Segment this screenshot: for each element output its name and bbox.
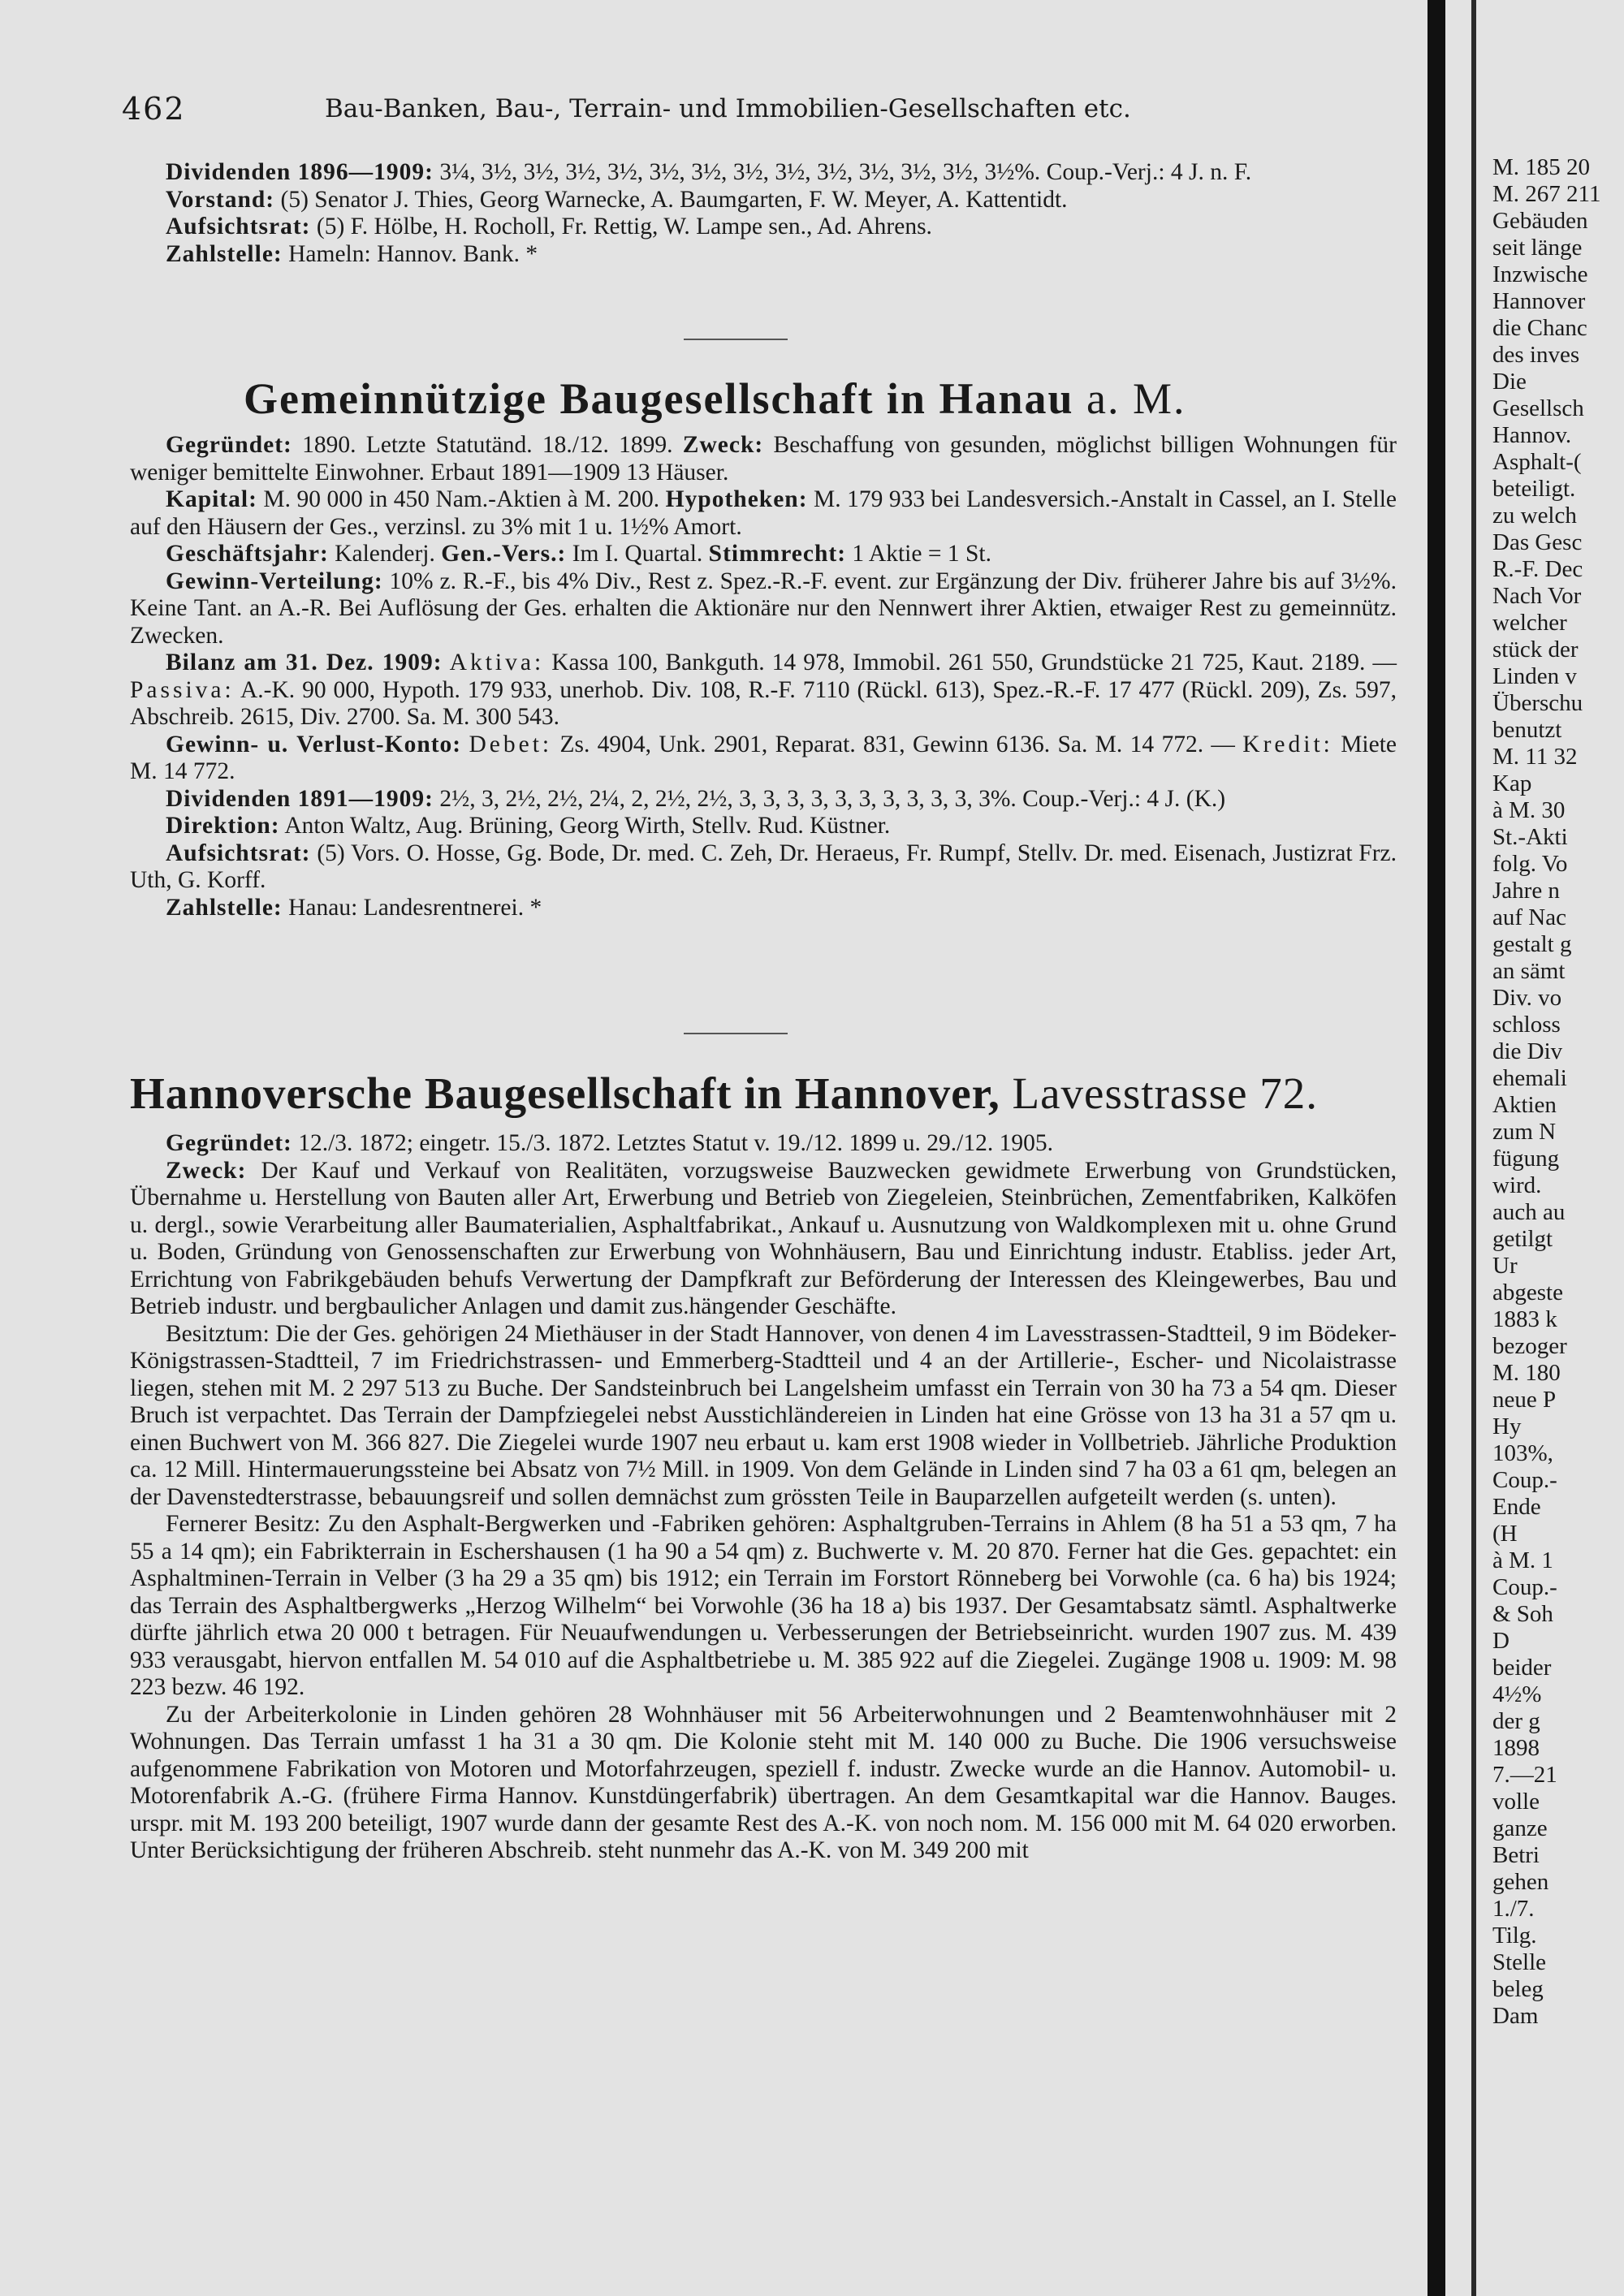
adjacent-line: zu welch — [1492, 503, 1577, 529]
adjacent-line: M. 11 32 — [1492, 744, 1578, 770]
adjacent-line: getilgt — [1492, 1226, 1553, 1252]
hannover-kolonie: Zu der Arbeiterkolonie in Linden gehören 28 Wohnhäuser mit 56 Arbeiterwohnungen und 2 Beamtenwohnhäuser mit 2 Wohnungen. Das Terrain umfasst 1 ha 31 a 30 qm. Die Kolonie steht mit M. 140 000 zu Buche. Die 1906 versuchsweise aufgenommene Fabrikation von Motoren und Motorfahrzeugen, speziell f. industr. Zwecke wurde an die Hannov. Automobil- u. Motorenfabrik A.-G. (frühere Firma Hannov. Kunstdüngerfabrik) übertragen. An dem Gesamtkapital war die Hannov. Bauges. urspr. mit M. 193 200 beteiligt, 1907 wurde dann der gesamte Rest des A.-K. von noch nom. M. 156 000 mit M. 64 020 erworben. Unter Berücksichtigung der früheren Abschreib. steht nunmehr das A.-K. von M. 349 200 mit — [130, 1701, 1397, 1863]
hannover-ferner: Fernerer Besitz: Zu den Asphalt-Bergwerken und -Fabriken gehören: Asphaltgruben-Terrains in Ahlem (8 ha 51 a 53 qm, 7 ha 55 a 14 qm); ein Fabrikterrain in Eschershausen (1 ha 90 a 54 qm) z. Buchwerte v. M. 20 870. Ferner hat die Ges. gepachtet: ein Asphaltminen-Terrain in Velber (3 ha 29 a 35 qm) bis 1912; ein Terrain im Forstort Rönneberg bei Vorwohle (ca. 6 ha) bis 1924; das Terrain des Asphaltbergwerks „Herzog Wilhelm“ bei Vorwohle (36 ha 18 a) bis 1937. Der Gesamtabsatz sämtl. Asphaltwerke dürfte jährlich etwa 20 000 t betragen. Für Neuaufwendungen u. Verbesserungen der Betriebseinricht. wurden 1907 zus. M. 439 933 verausgabt, hiervon entfallen M. 54 010 auf die Asphaltbetriebe u. M. 385 922 auf die Ziegelei. Zugänge 1908 u. 1909: M. 98 223 bezw. 46 192. — [130, 1511, 1397, 1700]
adjacent-line: ehemali — [1492, 1065, 1567, 1091]
adjacent-line: volle — [1492, 1789, 1540, 1815]
hannover-title-location: Lavesstrasse 72. — [1012, 1068, 1319, 1118]
adjacent-line: schloss — [1492, 1012, 1561, 1038]
page-number: 462 — [122, 91, 186, 127]
hanau-gegruendet-text: 1890. Letzte Statutänd. 18./12. 1899. — [302, 432, 673, 458]
adjacent-line: 1883 k — [1492, 1306, 1557, 1332]
hanau-aufsichtsrat-label: Aufsichtsrat: — [166, 839, 311, 866]
adjacent-line: beleg — [1492, 1976, 1544, 2002]
adjacent-line: Dam — [1492, 2003, 1539, 2029]
adjacent-line: wird. — [1492, 1172, 1542, 1198]
prev-vorstand-label: Vorstand: — [166, 186, 275, 213]
adjacent-line: Gebäuden — [1492, 208, 1588, 234]
hanau-kapital-label: Kapital: — [166, 486, 257, 512]
adjacent-line: Aktien — [1492, 1092, 1557, 1118]
hanau-aktiva-label: Aktiva: — [449, 650, 545, 675]
adjacent-page-edge — [1471, 0, 1476, 2296]
hanau-debet-text: Zs. 4904, Unk. 2901, Reparat. 831, Gewinn 6136. Sa. M. 14 772. — — [559, 731, 1235, 757]
adjacent-line: Hannover — [1492, 288, 1586, 314]
adjacent-line: Jahre n — [1492, 878, 1560, 904]
adjacent-line: Stelle — [1492, 1949, 1547, 1975]
adjacent-line: gehen — [1492, 1869, 1549, 1895]
hanau-aufsichtsrat-text: (5) Vors. O. Hosse, Gg. Bode, Dr. med. C. Zeh, Dr. Heraeus, Fr. Rumpf, Stellv. Dr. med. Eisenach, Justizrat Frz. Uth, G. Korff. — [130, 839, 1397, 893]
adjacent-line: Hy — [1492, 1413, 1522, 1439]
adjacent-line: neue P — [1492, 1387, 1557, 1413]
adjacent-line: abgeste — [1492, 1280, 1563, 1306]
hanau-guv-label: Gewinn- u. Verlust-Konto: — [166, 731, 462, 757]
hanau-geschaeftsjahr-text: Kalenderj. — [335, 541, 435, 567]
adjacent-line: folg. Vo — [1492, 851, 1568, 877]
adjacent-line: 4½% — [1492, 1681, 1542, 1707]
hanau-dividenden-label: Dividenden 1891—1909: — [166, 785, 434, 812]
adjacent-line: Ur — [1492, 1253, 1518, 1279]
adjacent-line: welcher — [1492, 610, 1567, 636]
adjacent-line: die Chanc — [1492, 315, 1587, 341]
adjacent-line: Ende — [1492, 1494, 1541, 1520]
adjacent-page-column — [1492, 154, 1624, 2030]
hanau-stimmrecht-text: 1 Aktie = 1 St. — [852, 541, 991, 567]
hanau-title-location: a. M. — [1086, 374, 1186, 423]
adjacent-line: Die — [1492, 369, 1527, 395]
hanau-zweck-text: Beschaffung von gesunden, möglichst billigen Wohnungen für weniger bemittelte Einwohner. Erbaut 1891—1909 13 Häuser. — [130, 432, 1397, 486]
hannover-gegruendet-text: 12./3. 1872; eingetr. 15./3. 1872. Letztes Statut v. 19./12. 1899 u. 29./12. 1905. — [298, 1130, 1053, 1156]
adjacent-line: an sämt — [1492, 958, 1566, 984]
prev-aufsichtsrat-label: Aufsichtsrat: — [166, 214, 311, 240]
hanau-dividenden-text: 2½, 3, 2½, 2½, 2¼, 2, 2½, 2½, 3, 3, 3, 3, 3, 3, 3, 3, 3, 3, 3%. Coup.-Verj.: 4 J. (K.) — [439, 785, 1226, 812]
hannover-gegruendet-label: Gegründet: — [166, 1130, 292, 1156]
hanau-kredit-label: Kredit: — [1242, 731, 1333, 757]
adjacent-line: Div. vo — [1492, 985, 1562, 1011]
prev-zahlstelle-text: Hameln: Hannov. Bank. * — [288, 240, 538, 267]
adjacent-line: 1./7. — [1492, 1896, 1535, 1922]
adjacent-line: M. 180 — [1492, 1360, 1561, 1386]
hanau-title-name: Gemeinnützige Baugesellschaft in Hanau — [244, 374, 1074, 423]
hanau-passiva-label: Passiva: — [130, 676, 235, 703]
hannover-besitz: Besitztum: Die der Ges. gehörigen 24 Miethäuser in der Stadt Hannover, von denen 4 im Lavesstrassen-Stadtteil, 9 im Bödeker-Königstrassen-Stadtteil, 7 im Friedrichstrassen- und Emmerberg-Stadtteil und 4 an der Artillerie-, Escher- und Nicolaistrasse liegen, stehen mit M. 2 297 513 zu Buche. Der Sandsteinbruch bei Langelsheim umfasst ein Terrain von 30 ha 73 a 54 qm. Dieser Bruch ist verpachtet. Das Terrain der Dampfziegelei nebst Ausstichländereien in Linden hat eine Grösse von 13 ha 31 a 57 qm u. einen Buchwert von M. 366 827. Die Ziegelei wurde 1907 neu erbaut u. kam erst 1908 wieder in Vollbetrieb. Jährliche Produktion ca. 12 Mill. Hintermauerungssteine bei Absatz von 7½ Mill. in 1909. Von dem Gelände in Linden sind 7 ha 03 a 61 qm, belegen an der Davenstedterstrasse, bebauungsreif und sollen demnächst zum grössten Teile in Bauparzellen aufgeteilt werden (s. unten). — [130, 1320, 1397, 1510]
hanau-kredit-text: Miete M. 14 772. — [130, 731, 1397, 784]
hanau-direktion-text: Anton Waltz, Aug. Brüning, Georg Wirth, Stellv. Rud. Küstner. — [284, 813, 891, 839]
hanau-title — [244, 373, 1186, 424]
adjacent-line: die Div — [1492, 1038, 1563, 1064]
adjacent-line: Inzwische — [1492, 261, 1588, 287]
adjacent-line: Coup.- — [1492, 1574, 1557, 1600]
hanau-direktion-label: Direktion: — [166, 813, 280, 839]
adjacent-line: (H — [1492, 1521, 1518, 1547]
hanau-entry — [130, 432, 1397, 921]
adjacent-line: M. 185 20 — [1492, 154, 1591, 180]
adjacent-line: Das Gesc — [1492, 529, 1583, 555]
hanau-gewinn-text: 10% z. R.-F., bis 4% Div., Rest z. Spez.-R.-F. event. zur Ergänzung der Div. früherer Jahre bis auf 3½%. Keine Tant. an A.-R. Bei Auflösung der Ges. erhalten die Aktionäre nur den Nennwert ihrer Aktien, etwaiger Rest zu gemeinnütz. Zwecken. — [130, 568, 1397, 649]
adjacent-line: 7.—21 — [1492, 1762, 1557, 1788]
adjacent-line: auf Nac — [1492, 904, 1566, 930]
hanau-genvers-label: Gen.-Vers.: — [441, 541, 567, 567]
adjacent-line: D — [1492, 1628, 1510, 1654]
adjacent-line: Nach Vor — [1492, 583, 1582, 609]
adjacent-line: M. 267 211 — [1492, 181, 1601, 207]
adjacent-line: bezoger — [1492, 1333, 1567, 1359]
page-gutter — [1427, 0, 1445, 2296]
adjacent-line: seit länge — [1492, 235, 1583, 261]
hannover-zweck-label: Zweck: — [166, 1157, 247, 1184]
hanau-gegruendet-label: Gegründet: — [166, 432, 292, 458]
adjacent-line: des inves — [1492, 342, 1580, 368]
hannover-title-name: Hannoversche Baugesellschaft in Hannover, — [130, 1068, 1000, 1118]
adjacent-line: Coup.- — [1492, 1467, 1557, 1493]
running-head: Bau-Banken, Bau-, Terrain- und Immobilien-Gesellschaften etc. — [325, 94, 1131, 123]
adjacent-line: St.-Akti — [1492, 824, 1568, 850]
adjacent-line: Hannov. — [1492, 422, 1572, 448]
section-divider — [684, 1033, 788, 1034]
hanau-hypotheken-text: M. 179 933 bei Landesversich.-Anstalt in Cassel, an I. Stelle auf den Häusern der Ges., verzinsl. zu 3% mit 1 u. 1½% Amort. — [130, 486, 1397, 540]
prev-dividenden-text: 3¼, 3½, 3½, 3½, 3½, 3½, 3½, 3½, 3½, 3½, 3½, 3½, 3½, 3½%. Coup.-Verj.: 4 J. n. F. — [439, 159, 1252, 185]
hanau-geschaeftsjahr-label: Geschäftsjahr: — [166, 541, 329, 567]
hanau-zahlstelle-label: Zahlstelle: — [166, 894, 283, 921]
hannover-entry — [130, 1130, 1397, 1865]
hanau-gewinn-label: Gewinn-Verteilung: — [166, 568, 383, 594]
section-divider — [684, 339, 788, 340]
prev-entry — [130, 159, 1397, 268]
hanau-passiva-text: A.-K. 90 000, Hypoth. 179 933, unerhob. Div. 108, R.-F. 7110 (Rückl. 613), Spez.-R.-F. 17 477 (Rückl. 209), Zs. 597, Abschreib. 2615, Div. 2700. Sa. M. 300 543. — [130, 676, 1397, 730]
prev-dividenden-label: Dividenden 1896—1909: — [166, 159, 434, 185]
prev-aufsichtsrat-text: (5) F. Hölbe, H. Rocholl, Fr. Rettig, W. Lampe sen., Ad. Ahrens. — [316, 214, 932, 240]
adjacent-line: 103%, — [1492, 1440, 1553, 1466]
hanau-aktiva-text: Kassa 100, Bankguth. 14 978, Immobil. 261 550, Grundstücke 21 725, Kaut. 2189. — — [551, 650, 1397, 675]
hanau-bilanz-label: Bilanz am 31. Dez. 1909: — [166, 650, 443, 675]
adjacent-line: benutzt — [1492, 717, 1562, 743]
hanau-hypotheken-label: Hypotheken: — [665, 486, 808, 512]
adjacent-line: Gesellsch — [1492, 395, 1584, 421]
adjacent-line: beteiligt. — [1492, 476, 1576, 502]
adjacent-line: Linden v — [1492, 663, 1577, 689]
adjacent-line: & Soh — [1492, 1601, 1553, 1627]
adjacent-line: Asphalt-( — [1492, 449, 1582, 475]
hanau-zahlstelle-text: Hanau: Landesrentnerei. * — [288, 894, 542, 921]
hanau-debet-label: Debet: — [469, 731, 553, 757]
adjacent-line: gestalt g — [1492, 931, 1572, 957]
adjacent-line: auch au — [1492, 1199, 1566, 1225]
hanau-kapital-text: M. 90 000 in 450 Nam.-Aktien à M. 200. — [263, 486, 660, 512]
adjacent-line: der g — [1492, 1708, 1540, 1734]
adjacent-line: fügung — [1492, 1146, 1560, 1172]
adjacent-line: Tilg. — [1492, 1923, 1537, 1949]
adjacent-line: zum N — [1492, 1119, 1557, 1145]
adjacent-line: stück der — [1492, 637, 1579, 662]
adjacent-line: Kap — [1492, 770, 1532, 796]
prev-vorstand-text: (5) Senator J. Thies, Georg Warnecke, A. Baumgarten, F. W. Meyer, A. Kattentidt. — [280, 186, 1068, 213]
adjacent-line: beider — [1492, 1655, 1552, 1681]
adjacent-line: 1898 — [1492, 1735, 1540, 1761]
adjacent-line: ganze — [1492, 1815, 1548, 1841]
hanau-stimmrecht-label: Stimmrecht: — [708, 541, 847, 567]
adjacent-line: à M. 1 — [1492, 1547, 1553, 1573]
adjacent-line: R.-F. Dec — [1492, 556, 1583, 582]
page-header — [122, 91, 1397, 132]
hannover-zweck-text: Der Kauf und Verkauf von Realitäten, vorzugsweise Bauzwecken gewidmete Erwerbung von Grundstücken, Übernahme u. Herstellung von Bauten aller Art, Erwerbung und Betrieb von Ziegeleien, Steinbrüchen, Zementfabriken, Kalköfen u. dergl., sowie Verarbeitung aller Baumaterialien, Asphaltfabrikat., Ankauf u. Ausnutzung von Waldkomplexen mit u. ohne Grund u. Boden, Gründung von Genossenschaften zur Erwerbung von Wohnhäusern, Bau und Einrichtung industr. Etabliss. jeder Art, Errichtung von Fabrikgebäuden behufs Verwertung der Dampfkraft zur Beförderung der Interessen des Kleingewerbes, Bau und Betrieb industr. und bergbaulicher Anlagen und damit zus.hängender Geschäfte. — [130, 1157, 1397, 1319]
adjacent-line: Betri — [1492, 1842, 1540, 1868]
adjacent-line: Überschu — [1492, 690, 1583, 716]
adjacent-line: à M. 30 — [1492, 797, 1566, 823]
hanau-zweck-label: Zweck: — [682, 432, 764, 458]
prev-zahlstelle-label: Zahlstelle: — [166, 240, 283, 267]
hannover-title — [130, 1068, 1318, 1119]
hanau-genvers-text: Im I. Quartal. — [572, 541, 703, 567]
